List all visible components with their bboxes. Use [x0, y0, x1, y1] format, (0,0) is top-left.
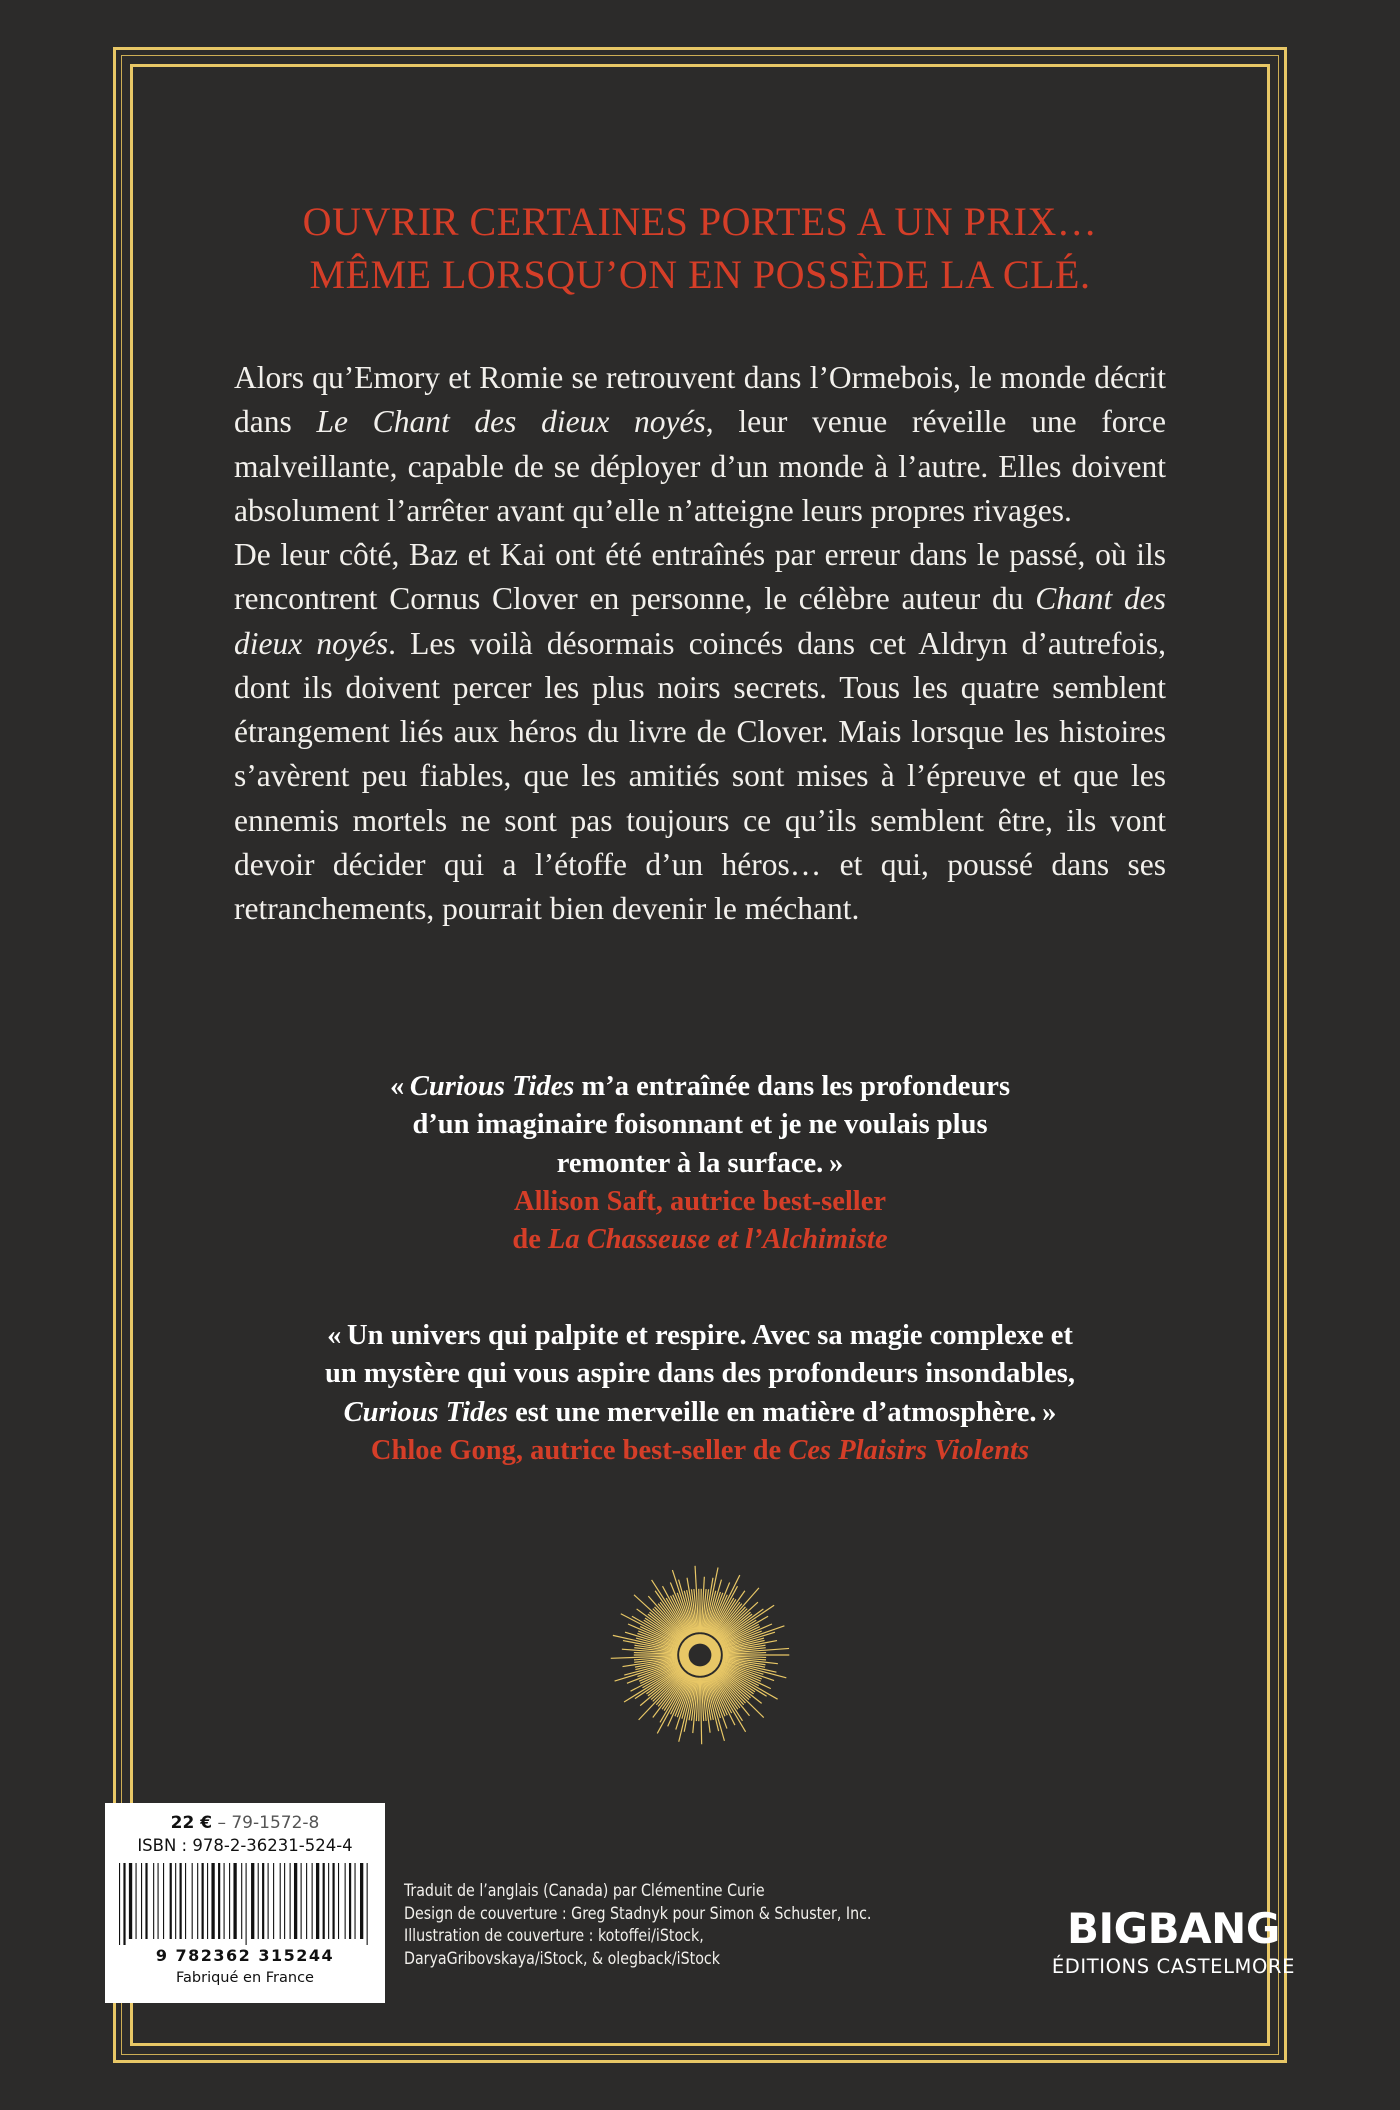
sunburst-icon	[605, 1560, 795, 1750]
blurb-2-line-2: un mystère qui vous aspire dans des profondeurs insondables,	[325, 1358, 1075, 1390]
blurb-allison-saft	[228, 1068, 1172, 1260]
blurb-1-attribution-line-2	[228, 1221, 1172, 1259]
credits-cover-design: Design de couverture : Greg Stadnyk pour Simon & Schuster, Inc.	[404, 1903, 872, 1924]
blurb-2-attribution-prefix: Chloe Gong, autrice best-seller de	[370, 1434, 789, 1466]
synopsis-p2-part1: De leur côté, Baz et Kai ont été entraînés par erreur dans le passé, où ils rencontrent Cornus Clover en personne, le célèbre auteur du	[234, 537, 1166, 617]
blurb-2-attribution	[228, 1432, 1172, 1470]
synopsis	[234, 356, 1166, 931]
synopsis-paragraph-1	[234, 356, 1166, 533]
synopsis-p1-book-title: Le Chant des dieux noyés	[316, 404, 706, 440]
blurb-2-line-3-rest: est une merveille en matière d’atmosphère. »	[508, 1396, 1057, 1428]
barcode-made-in: Fabriqué en France	[176, 1970, 314, 1986]
barcode-digits: 9 782362 315244	[155, 1946, 335, 1965]
blurb-1-line-1-rest: m’a entraînée dans les profondeurs	[574, 1071, 1011, 1102]
blurb-1-line-1	[228, 1068, 1172, 1106]
blurb-1-line-3: remonter à la surface. »	[556, 1147, 844, 1179]
synopsis-p2-book-title: Chant des dieux noyés	[234, 581, 1166, 661]
blurb-1-attribution-line-1: Allison Saft, autrice best-seller	[513, 1185, 887, 1217]
blurb-1-attribution-prefix: de	[512, 1224, 548, 1256]
synopsis-p1-part2: , leur venue réveille une force malveillante, capable de se déployer d’un monde à l’autre. Elles doivent absolument l’arrêter avant qu’elle n’atteigne leurs propres rivages.	[234, 404, 1167, 528]
sunburst-ornament-wrap	[228, 1560, 1172, 1755]
barcode-internal-code: 79-1572-8	[231, 1813, 320, 1833]
credits-illustration-2: DaryaGribovskaya/iStock, & olegback/iStock	[404, 1948, 720, 1969]
sunburst-core	[689, 1644, 712, 1667]
blurb-1-line-2: d’un imaginaire foisonnant et je ne voulais plus	[412, 1109, 988, 1141]
headline-line-2: MÊME LORSQU’ON EN POSSÈDE LA CLÉ.	[309, 251, 1091, 297]
blurb-1-book-title: Curious Tides	[409, 1071, 575, 1102]
barcode-isbn-label: ISBN :	[137, 1836, 188, 1855]
credits-illustration-1: Illustration de couverture : kotoffei/iStock,	[404, 1926, 704, 1947]
credits	[404, 1880, 938, 1970]
barcode-block	[105, 1803, 385, 2003]
barcode-isbn-line	[117, 1836, 373, 1855]
headline-line-1: OUVRIR CERTAINES PORTES A UN PRIX…	[302, 199, 1098, 244]
barcode-dash: –	[212, 1813, 232, 1833]
barcode-bars	[117, 1863, 373, 1945]
blurb-2-attribution-book-title: Ces Plaisirs Violents	[788, 1434, 1030, 1466]
blurb-2-book-title: Curious Tides	[343, 1396, 509, 1428]
synopsis-p1-part1: Alors qu’Emory et Romie se retrouvent dans l’Ormebois, le monde décrit dans	[234, 360, 1166, 440]
credits-translation: Traduit de l’anglais (Canada) par Clémentine Curie	[404, 1881, 765, 1901]
publisher-logo	[1051, 1904, 1295, 1978]
blurb-1-open-quote: «	[389, 1071, 410, 1102]
synopsis-paragraph-2	[234, 533, 1166, 931]
blurb-2-line-3	[228, 1394, 1172, 1432]
cover-content	[228, 0, 1172, 2110]
barcode-price: 22 €	[170, 1813, 213, 1833]
publisher-imprint: ÉDITIONS CASTELMORE	[1051, 1955, 1295, 1978]
publisher-name: BIGBANG	[1067, 1904, 1280, 1953]
synopsis-p2-part2: . Les voilà désormais coincés dans cet Aldryn d’autrefois, dont ils doivent percer les plus noirs secrets. Tous les quatre semblent étrangement liés aux héros du livre de Clover. Mais lorsque les histoires s’avèrent peu fiables, que les amitiés sont mises à l’épreuve et que les ennemis mortels ne sont pas toujours ce qu’ils semblent être, ils vont devoir décider qui a l’étoffe d’un héros… et qui, poussé dans ses retranchements, pourrait bien devenir le méchant.	[234, 625, 1166, 926]
barcode-price-line	[117, 1813, 373, 1833]
barcode-isbn-value: 978-2-36231-524-4	[192, 1836, 353, 1855]
blurb-chloe-gong	[228, 1317, 1172, 1470]
blurb-1-attribution-book-title: La Chasseuse et l’Alchimiste	[547, 1224, 888, 1256]
blurb-2-line-1: « Un univers qui palpite et respire. Avec sa magie complexe et	[327, 1320, 1073, 1351]
headline	[228, 196, 1172, 302]
